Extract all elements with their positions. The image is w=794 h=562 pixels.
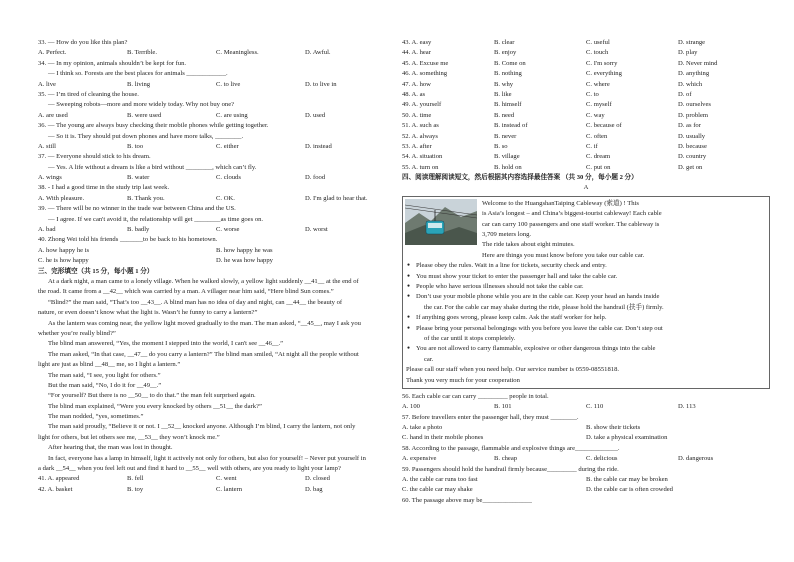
notice-rule: ● Don’t use your mobile phone while you are in the cable car. Keep your head an hands inside <box>406 292 766 302</box>
answer-option: 46. A. something <box>402 70 448 78</box>
answer-option: 54. A. situation <box>402 153 443 161</box>
left-column <box>38 38 394 495</box>
answer-option: B. water <box>127 174 150 182</box>
answer-option: A. With pleasure. <box>38 194 85 202</box>
answer-options <box>38 246 394 256</box>
text-line: The blind man answered, “Yes, the moment I stepped into the world, I can't see __46__.” <box>48 340 284 348</box>
text-line: Please call our staff when you need help. Our service number is 0559-08551818. <box>406 366 620 374</box>
answer-option: D. Awful. <box>305 49 331 57</box>
answer-option: A. wings <box>38 174 62 182</box>
text-line: Welcome to the HuangshanTaiping Cableway (索道) ! This <box>482 199 639 207</box>
answer-options <box>402 121 770 131</box>
answer-option: C. are using <box>216 111 248 119</box>
answer-option: B. show their tickets <box>586 424 641 432</box>
answer-option: C. worse <box>216 226 240 234</box>
text-line: 3,709 meters long. <box>482 231 532 239</box>
answer-option: D. country <box>678 153 707 161</box>
answer-option: B. hold on <box>494 163 522 171</box>
answer-options <box>402 402 770 412</box>
answer-option: D. strange <box>678 39 706 46</box>
text-line: In fact, everyone has a lamp in himself, light it actively not only for others, but also for yourself! – Never put yourself in <box>48 454 366 462</box>
answer-option: 48. A. as <box>402 90 426 98</box>
text-line: 39. — There will be no winner in the trade war between China and the US. <box>38 205 236 213</box>
text-line: The man nodded, “yes, sometimes.” <box>48 413 144 421</box>
text-line: 56. Each cable car can carry _________ people in total. <box>402 392 549 400</box>
answer-options <box>38 485 394 495</box>
answer-option: D. I'm glad to hear that. <box>305 194 368 202</box>
text-line: car. <box>424 355 434 363</box>
notice-rule: ● Please obey the rules. Wait in a line for tickets, security check and entry. <box>406 261 766 271</box>
answer-option: C. went <box>216 475 237 483</box>
cloze-options-and-reading-header <box>402 38 770 194</box>
answer-option: C. often <box>586 132 608 140</box>
text-line: light for others, but let others see me, __53__ they won’t knock me.” <box>38 433 220 441</box>
answer-option: C. useful <box>586 39 610 46</box>
answer-option: C. OK. <box>216 194 235 202</box>
answer-option: 49. A. yourself <box>402 101 442 109</box>
answer-option: 47. A. how <box>402 80 431 88</box>
answer-options <box>402 48 770 58</box>
answer-options <box>402 423 770 433</box>
answer-option: D. used <box>305 111 326 119</box>
answer-option: C. Meaningless. <box>216 49 259 57</box>
text-line: 58. According to the passage, flammable and explosive things are_____________. <box>402 444 620 452</box>
answer-options <box>402 485 770 495</box>
answer-options <box>402 69 770 79</box>
answer-option: A. are used <box>38 111 68 119</box>
answer-option: D. bag <box>305 485 323 493</box>
text-line: 37. — Everyone should stick to his dream. <box>38 153 151 161</box>
answer-option: D. anything <box>678 70 710 78</box>
answer-option: A. 100 <box>402 403 420 411</box>
answer-option: B. never <box>494 132 517 140</box>
answer-option: 42. A. basket <box>38 485 73 493</box>
notice-rule: ● You must show your ticket to enter the passenger hall and take the cable car. <box>406 272 766 282</box>
answer-option: C. way <box>586 111 605 119</box>
answer-option: C. delicious <box>586 455 618 463</box>
section-heading: 四、阅读理解阅读短文，然后根据其内容选择最佳答案 （共 30 分，每小题 2 分） <box>402 174 638 182</box>
answer-option: 50. A. time <box>402 111 432 119</box>
answer-options <box>38 111 394 121</box>
answer-option: A. how happy he is <box>38 246 90 254</box>
answer-option: C. dream <box>586 153 611 161</box>
answer-option: D. he was how happy <box>216 257 273 265</box>
answer-options <box>402 142 770 152</box>
answer-option: B. too <box>127 142 144 150</box>
answer-option: C. to <box>586 90 599 98</box>
answer-options <box>402 152 770 162</box>
text-line: 38. - I had a good time in the study trip last week. <box>38 184 170 192</box>
answer-option: B. village <box>494 153 520 161</box>
answer-options <box>402 38 770 48</box>
answer-option: D. closed <box>305 475 330 483</box>
answer-option: C. he is how happy <box>38 257 89 265</box>
answer-options <box>38 474 394 484</box>
answer-options <box>38 142 394 152</box>
answer-option: A. live <box>38 80 56 88</box>
answer-option: C. where <box>586 80 610 88</box>
answer-option: B. badly <box>127 226 150 234</box>
answer-option: B. 101 <box>494 403 512 411</box>
text-line: 60. The passage above may be_______________ <box>402 496 532 504</box>
text-line: — Sweeping robots—more and more widely today. Why not buy one? <box>48 101 235 109</box>
answer-option: D. usually <box>678 132 706 140</box>
answer-option: B. like <box>494 90 512 98</box>
answer-option: B. Terrible. <box>127 49 157 57</box>
answer-option: C. everything <box>586 70 622 78</box>
answer-option: C. because of <box>586 122 622 130</box>
answer-option: B. toy <box>127 485 144 493</box>
answer-option: C. to live <box>216 80 241 88</box>
answer-option: C. hand in their mobile phones <box>402 434 484 442</box>
answer-option: B. were used <box>127 111 162 119</box>
answer-options <box>38 225 394 235</box>
answer-option: D. to live in <box>305 80 337 88</box>
notice-rule: ● You are not allowed to carry flammable, explosive or other dangerous things into the cable <box>406 344 766 354</box>
text-line: of the car until it stops completely. <box>424 334 516 342</box>
text-line: The man said proudly, “Believe it or not. I __52__ knocked anyone. Although I’m blind, I carry the lantern, not only <box>48 423 356 431</box>
answer-option: A. take a photo <box>402 424 443 432</box>
answer-option: D. ourselves <box>678 101 711 109</box>
text-line: The ride takes about eight minutes. <box>482 241 575 249</box>
text-line: — I think so. Forests are the best places for animals ____________. <box>48 70 228 78</box>
text-line: “Blind?” the man said, “That’s too __43__. A blind man has no idea of day and night, can __44__ the beauty of <box>48 298 343 306</box>
answer-option: A. expensive <box>402 455 437 463</box>
answer-option: 44. A. hear <box>402 49 431 57</box>
answer-option: D. because <box>678 142 707 150</box>
answer-option: D. instead <box>305 142 332 150</box>
answer-option: D. Never mind <box>678 59 718 67</box>
answer-option: 52. A. always <box>402 132 438 140</box>
text-line: The man said, “I see, you light for others.” <box>48 371 161 379</box>
answer-option: D. 113 <box>678 403 696 411</box>
answer-option: D. worst <box>305 226 328 234</box>
text-line: But the man said, “No, I do it for __49__.” <box>48 381 162 389</box>
cableway-notice-box <box>402 196 770 389</box>
answer-option: B. living <box>127 80 151 88</box>
answer-option: B. so <box>494 142 508 150</box>
text-line: After hearing that, the man was lost in thought. <box>48 444 173 452</box>
text-line: — So it is. They should put down phones and have more talks, ________. <box>48 132 244 140</box>
text-line: Thank you very much for your cooperation <box>406 376 520 384</box>
answer-options <box>402 433 770 443</box>
answer-option: A. bad <box>38 226 56 234</box>
answer-option: C. touch <box>586 49 609 57</box>
text-line: light are just as blind __48__ me, so I light a lantern.” <box>38 361 181 369</box>
answer-option: C. put on <box>586 163 611 171</box>
text-line: A <box>583 184 589 192</box>
text-line: 59. Passengers should hold the handrail firmly because_________ during the ride. <box>402 465 619 473</box>
text-line: The man asked, “In that case, __47__ do you carry a lantern?” The blind man smiled, “At night all the people without <box>48 350 359 358</box>
answer-option: B. enjoy <box>494 49 517 57</box>
answer-option: 41. A. appeared <box>38 475 80 483</box>
answer-options <box>402 163 770 173</box>
answer-option: 55. A. turn on <box>402 163 439 171</box>
answer-option: C. if <box>586 142 598 150</box>
answer-options <box>402 111 770 121</box>
answer-options <box>38 80 394 90</box>
answer-option: D. the cable car is often crowded <box>586 486 673 494</box>
answer-option: A. still <box>38 142 56 150</box>
text-line: At a dark night, a man came to a lonely village. When he walked slowly, a yellow light suddenly __41__ at the end of <box>48 277 359 285</box>
answer-options <box>38 194 394 204</box>
answer-option: A. Perfect. <box>38 49 67 57</box>
notice-rule: ● If anything goes wrong, please keep calm. Ask the staff worker for help. <box>406 313 766 323</box>
answer-option: 43. A. easy <box>402 39 432 46</box>
answer-option: B. himself <box>494 101 522 109</box>
text-line: Here are things you must know before you take our cable car. <box>482 251 645 259</box>
answer-option: D. as for <box>678 122 701 130</box>
answer-option: D. play <box>678 49 698 57</box>
answer-option: B. why <box>494 80 514 88</box>
text-line: The blind man explained, “Were you every knocked by others __51__ the dark?” <box>48 402 262 410</box>
text-line: — Yes. A life without a dream is like a bird without ________, which can’t fly. <box>48 163 257 171</box>
answer-options <box>402 90 770 100</box>
text-line: 40. Zhong Wei told his friends _______to be back to his hometown. <box>38 236 218 244</box>
answer-option: D. which <box>678 80 703 88</box>
text-line: As the lantern was coming near, the yellow light moved gradually to the man. The man asked, “__45__, may I ask you <box>48 319 361 327</box>
notice-rule: ● People who have serious illnesses should not take the cable car. <box>406 282 766 292</box>
answer-option: D. food <box>305 174 326 182</box>
answer-option: B. the cable car may be broken <box>586 476 668 484</box>
answer-option: B. clear <box>494 39 515 46</box>
text-line: 35. — I’m tired of cleaning the house. <box>38 90 139 98</box>
text-line: — I agree. If we can't avoid it, the relationship will get ________as time goes on. <box>48 215 264 223</box>
section-heading: 三、完形填空（共 15 分，每小题 1 分） <box>38 267 154 275</box>
answer-option: D. take a physical examination <box>586 434 668 442</box>
text-line: “For yourself? But there is no __50__ to do that.” the man felt surprised again. <box>48 392 256 400</box>
right-column <box>402 38 770 506</box>
answer-option: B. Thank you. <box>127 194 165 202</box>
answer-option: D. get on <box>678 163 703 171</box>
text-line: whether you’re really blind?” <box>38 329 116 337</box>
notice-rule: ● Please bring your personal belongings with you before you leave the cable car. Don’t step out <box>406 324 766 334</box>
answer-option: C. myself <box>586 101 612 109</box>
answer-option: C. the cable car may shake <box>402 486 473 494</box>
answer-option: B. nothing <box>494 70 522 78</box>
answer-option: A. the cable car runs too fast <box>402 476 478 484</box>
answer-option: C. I'm sorry <box>586 59 618 67</box>
answer-options <box>402 475 770 485</box>
text-line: 36. — The young are always busy checking their mobile phones while getting together. <box>38 122 269 130</box>
text-line: nature, or even doesn’t know what the light is. Wasn’t he funny to carry a lantern?” <box>38 309 258 317</box>
answer-option: 53. A. after <box>402 142 432 150</box>
answer-option: D. problem <box>678 111 709 119</box>
answer-option: B. instead of <box>494 122 528 130</box>
text-line: 34. — In my opinion, animals shouldn’t be kept for fun. <box>38 59 187 67</box>
answer-options <box>402 100 770 110</box>
answer-option: C. lantern <box>216 485 243 493</box>
answer-options <box>402 132 770 142</box>
answer-options <box>38 173 394 183</box>
text-line: car can carry 100 passengers and one staff worker. The cableway is <box>482 220 660 228</box>
text-line: 33. — How do you like this plan? <box>38 39 128 46</box>
answer-option: B. fell <box>127 475 144 483</box>
answer-option: C. 110 <box>586 403 604 411</box>
answer-options <box>402 454 770 464</box>
text-line: the car. For the cable car may shake during the ride, please hold the handrail (扶手) firmly. <box>424 303 664 311</box>
text-line: a dark __54__ when you feel left out and find it hard to __55__ well with others, are you ready to light your lamp? <box>38 465 341 473</box>
text-line: 57. Before travellers enter the passenger hall, they must ________. <box>402 413 579 421</box>
reading-questions <box>402 392 770 506</box>
answer-option: B. need <box>494 111 515 119</box>
answer-option: B. how happy he was <box>216 246 273 254</box>
text-line: is Asia’s longest – and China’s biggest-tourist cableway! Each cable <box>482 210 662 218</box>
answer-option: C. clouds <box>216 174 241 182</box>
answer-option: D. of <box>678 90 692 98</box>
text-line: the road. It came from a __42__ which was carried by a man. A villager near him said, “Here blind Sun comes.” <box>38 288 334 296</box>
answer-options <box>38 48 394 58</box>
answer-option: B. cheap <box>494 455 518 463</box>
answer-options <box>402 59 770 69</box>
answer-options <box>402 80 770 90</box>
answer-options <box>38 256 394 266</box>
answer-option: 51. A. such as <box>402 122 439 130</box>
answer-option: C. either <box>216 142 239 150</box>
answer-option: D. dangerous <box>678 455 714 463</box>
answer-option: 45. A. Excuse me <box>402 59 449 67</box>
answer-option: B. Come on <box>494 59 526 67</box>
